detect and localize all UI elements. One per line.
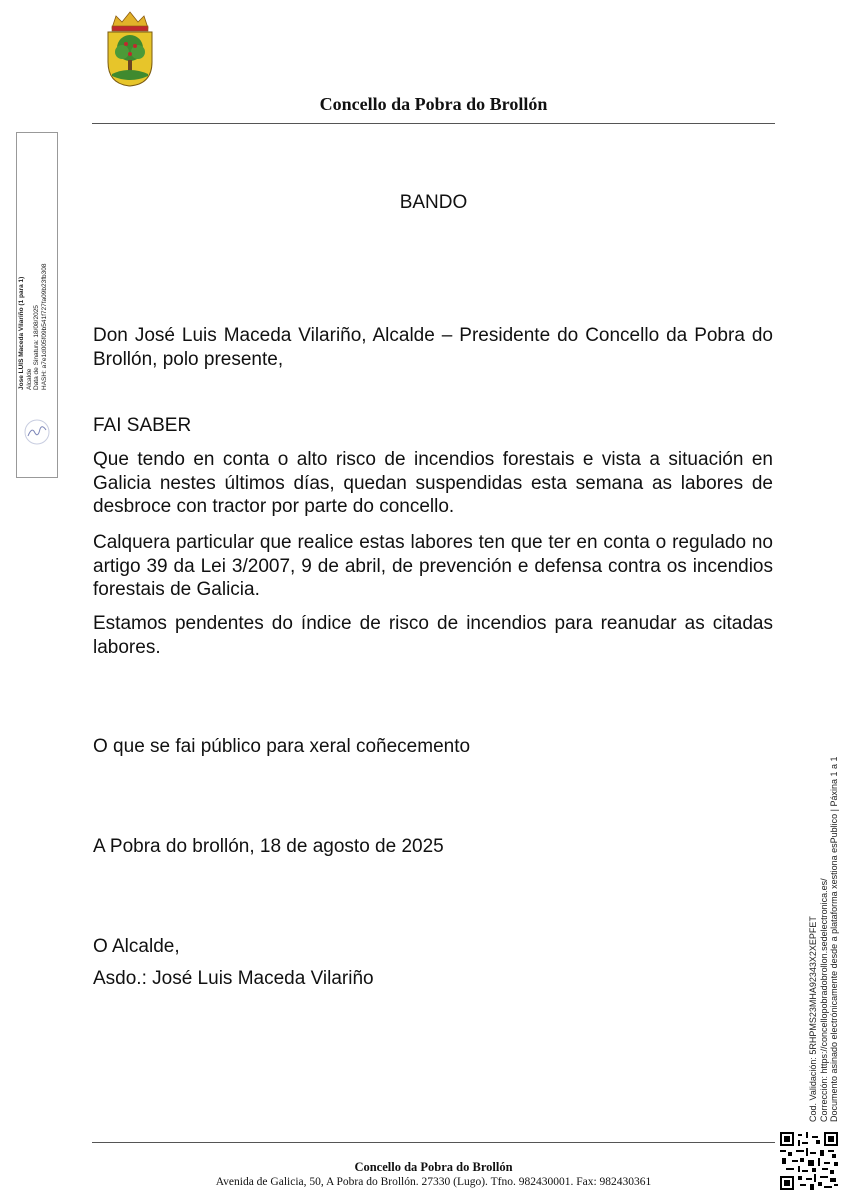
validation-text bbox=[808, 752, 840, 1122]
intro-paragraph: Don José Luis Maceda Vilariño, Alcalde – Presidente do Concello da Pobra do Brollón, polo presente, bbox=[93, 325, 773, 370]
footer-divider bbox=[92, 1142, 775, 1143]
signer-role: Alcalde bbox=[25, 368, 33, 390]
fai-saber-heading: FAI SABER bbox=[93, 415, 192, 436]
body-paragraph: Calquera particular que realice estas labores ten que ter en conta o regulado no artigo 39 da Lei 3/2007, 9 de abril, de prevención e defensa contra os incendios forestais de Galicia. bbox=[93, 532, 773, 600]
validation-platform: Documento asinado electrónicamente desde a plataforma xestiona esPublico | Páxina 1 a 1 bbox=[829, 756, 839, 1122]
signed-by-line: Asdo.: José Luis Maceda Vilariño bbox=[93, 968, 374, 989]
qr-code[interactable] bbox=[780, 1132, 838, 1190]
footer-address: Avenida de Galicia, 50, A Pobra do Brollón. 27330 (Lugo). Tfno. 982430001. Fax: 982430361 bbox=[215, 1176, 652, 1188]
footer-name: Concello da Pobra do Brollón bbox=[354, 1160, 513, 1174]
header-divider bbox=[92, 123, 775, 124]
signer-name: Jose LUIS Maceda Vilariño (1 para 1) bbox=[18, 276, 25, 390]
signature-date: Data de Sinatura: 18/08/2025 bbox=[33, 305, 40, 390]
document-title: BANDO bbox=[399, 192, 468, 213]
signature-stamp-text bbox=[18, 240, 48, 390]
public-notice-line: O que se fai público para xeral coñecemento bbox=[93, 736, 471, 757]
signoff-line: O Alcalde, bbox=[93, 936, 180, 957]
validation-url: Corrección: https://concellopobradobrollon.sedelectronica.es/ bbox=[818, 878, 829, 1122]
municipal-crest-logo bbox=[104, 10, 156, 88]
body-paragraph: Estamos pendentes do índice de risco de incendios para reanudar as citadas labores. bbox=[93, 613, 773, 658]
header-title: Concello da Pobra do Brollón bbox=[319, 94, 548, 114]
handwritten-signature-mark bbox=[22, 418, 52, 446]
date-line: A Pobra do brollón, 18 de agosto de 2025 bbox=[93, 836, 444, 857]
signature-hash: HASH: a7e1d005f09b541f727fa09b23fb308 bbox=[40, 263, 48, 390]
body-paragraph: Que tendo en conta o alto risco de incendios forestais e vista a situación en Galicia nestes últimos días, quedan suspendidas esta semana as labores de desbroce con tractor por parte do concello. bbox=[93, 449, 773, 517]
validation-code: Cod. Validación: 5RHPMS23MHA92343X2XEPFET bbox=[808, 916, 818, 1122]
